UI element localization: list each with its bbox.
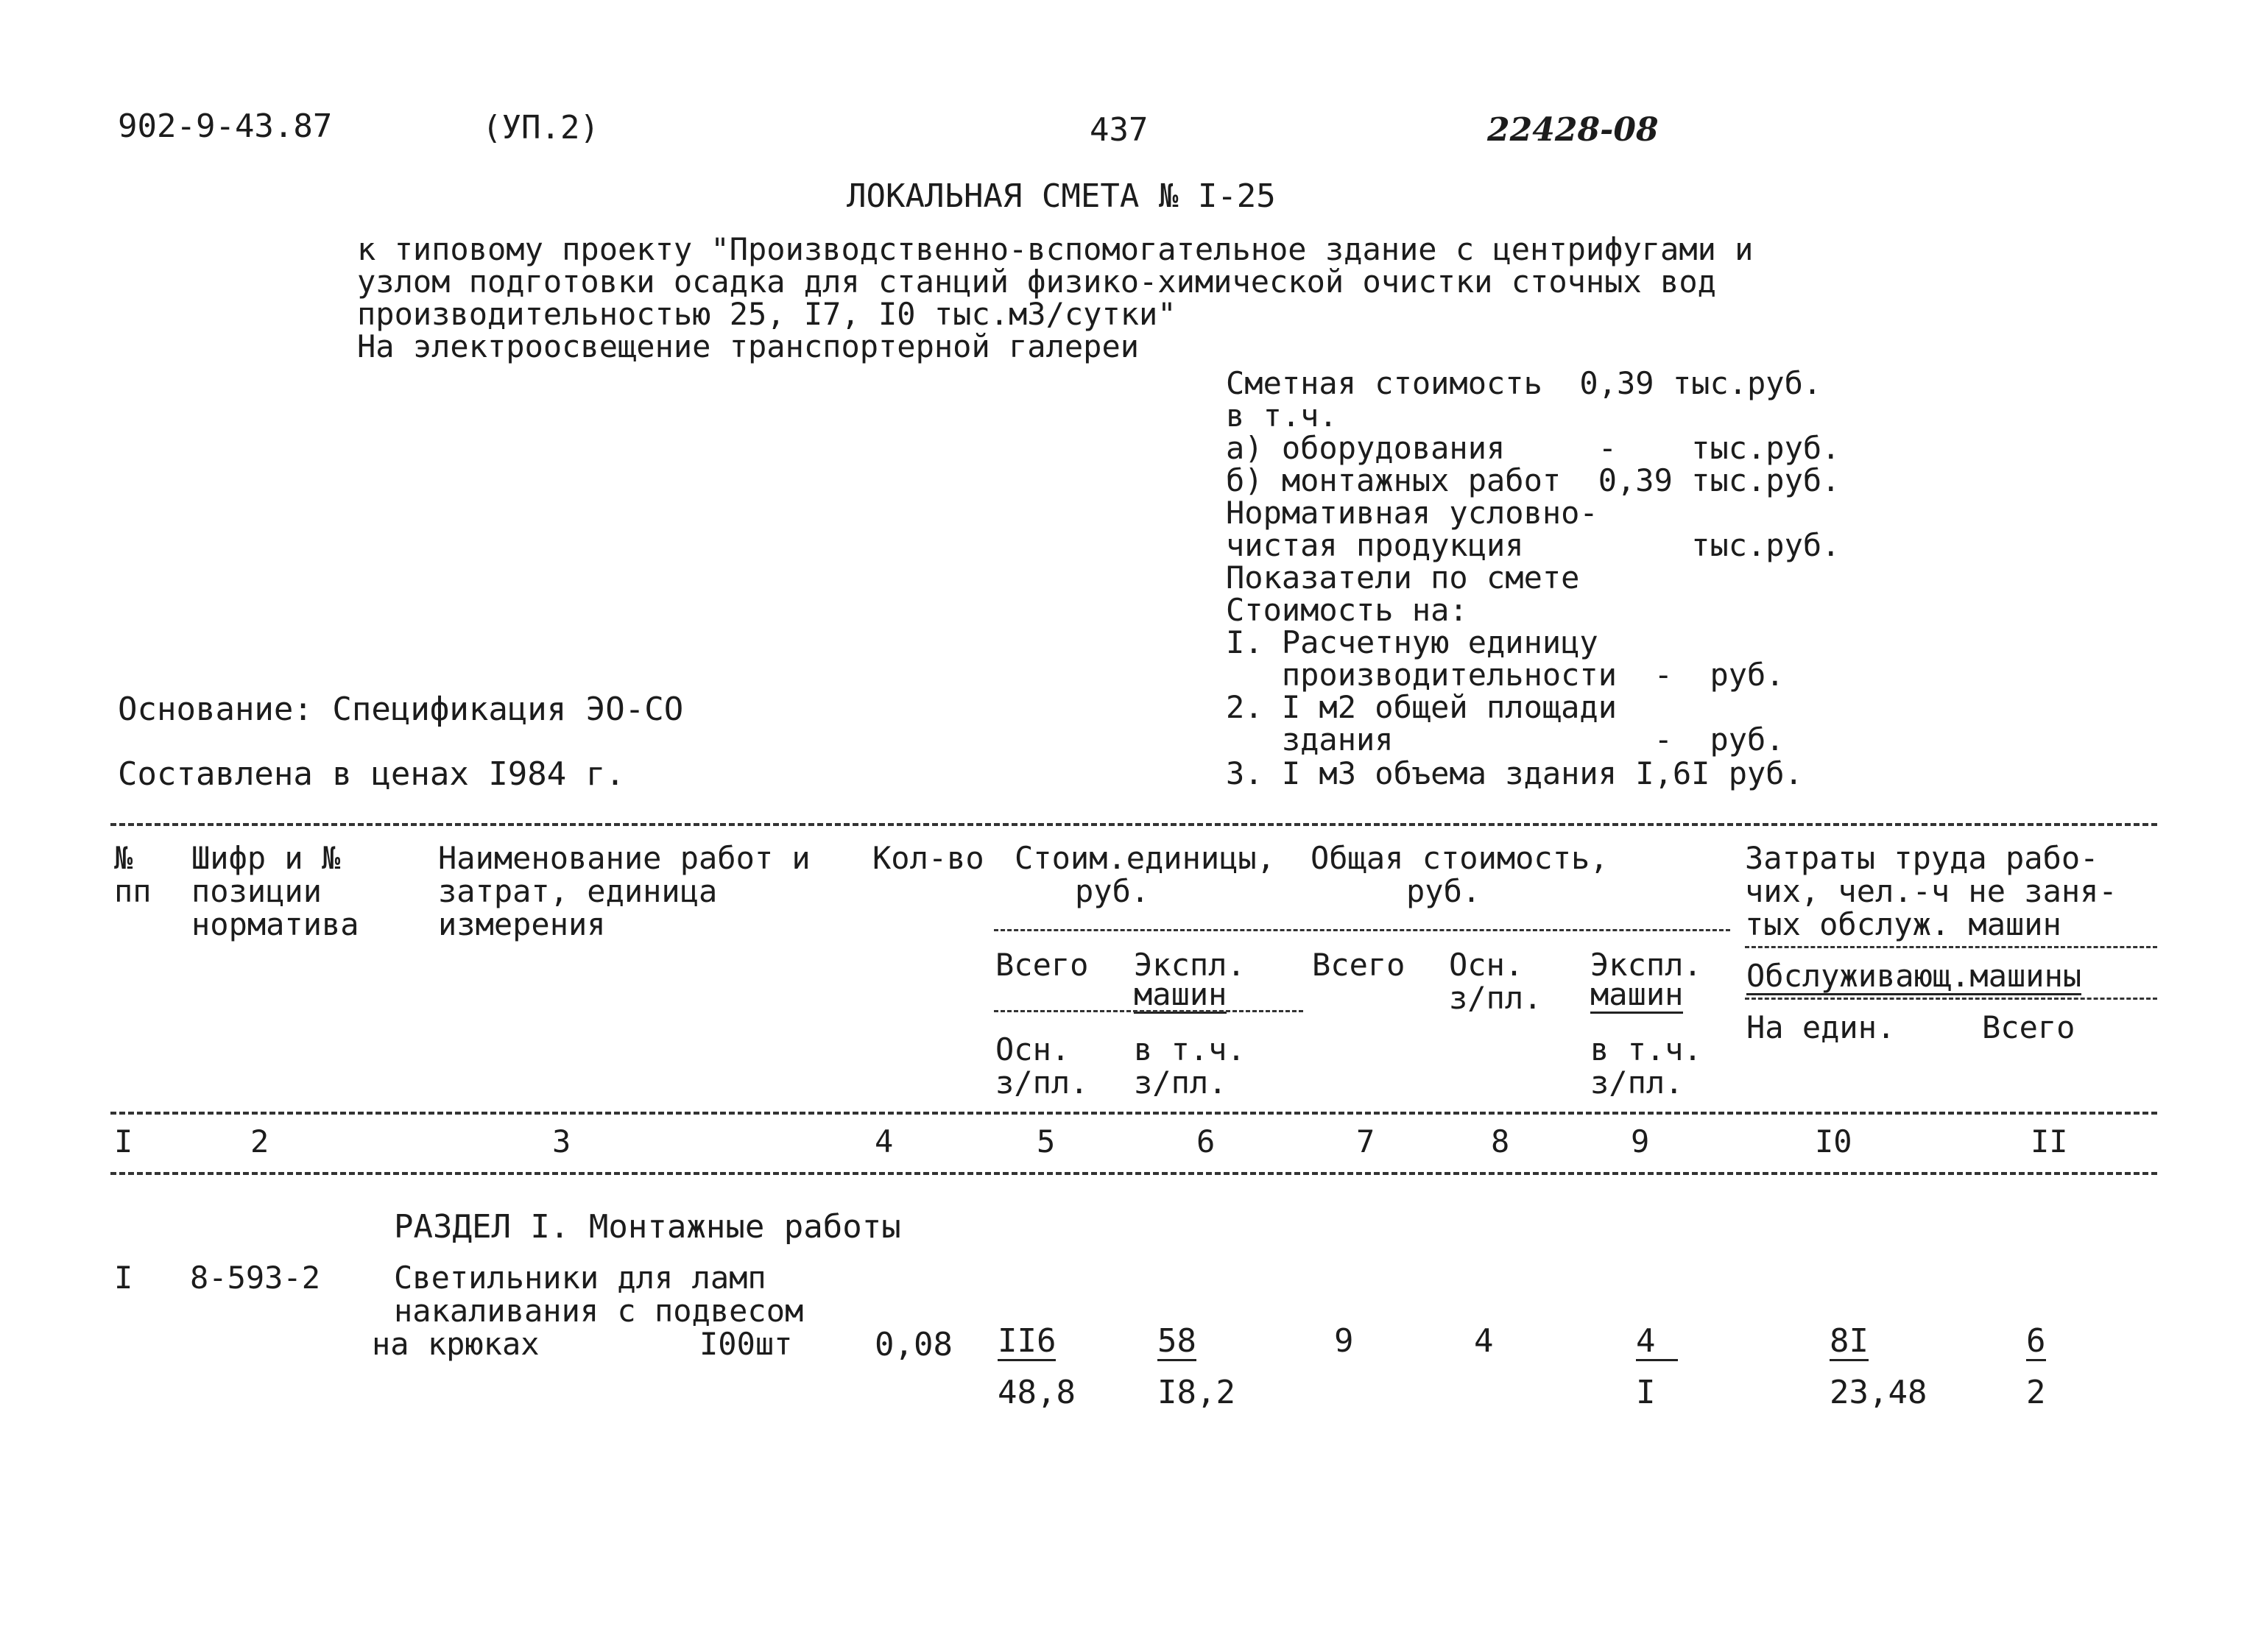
summary-line: б) монтажных работ 0,39 тыс.руб. — [1226, 462, 1841, 498]
handwritten-code: 22428-08 — [1487, 111, 1659, 149]
row-c10-bottom: 23,48 — [1830, 1374, 1927, 1411]
header-c9-bottom-line: з/пл. — [1590, 1065, 1684, 1101]
column-number: 4 — [875, 1123, 894, 1159]
row-c11-top: 6 — [2026, 1322, 2046, 1360]
header-c5-bottom-line: Осн. — [995, 1031, 1070, 1067]
table-top-rule — [110, 823, 2157, 826]
row-c9-bottom: I — [1636, 1374, 1656, 1411]
header-c5-bottom-line: з/пл. — [995, 1065, 1089, 1101]
row-c7: 9 — [1334, 1322, 1354, 1360]
header-labor-line: Затраты труда рабо- — [1745, 840, 2099, 876]
row-number: I — [114, 1260, 133, 1296]
row-c5-top: II6 — [998, 1322, 1057, 1360]
header-labor-line: чих, чел.-ч не заня- — [1745, 873, 2117, 909]
row-c6-bottom: I8,2 — [1157, 1374, 1235, 1411]
summary-line: в т.ч. — [1226, 398, 1338, 434]
header-unit-cost-unit: руб. — [1075, 873, 1150, 909]
header-sub-rule — [994, 929, 1730, 931]
summary-line: Нормативная условно- — [1226, 495, 1598, 531]
header-c11: Всего — [1982, 1009, 2075, 1045]
row-name-line: накаливания с подвесом — [394, 1293, 804, 1329]
column-number: 2 — [250, 1123, 269, 1159]
row-c10-top: 8I — [1830, 1322, 1869, 1360]
row-quantity: 0,08 — [875, 1326, 953, 1363]
header-col3-line: измерения — [438, 906, 606, 942]
column-number: 9 — [1631, 1123, 1650, 1159]
header-col2-line: позиции — [191, 873, 322, 909]
summary-line: а) оборудования - тыс.руб. — [1226, 430, 1841, 466]
row-c5-bottom: 48,8 — [998, 1374, 1076, 1411]
basis-line: Основание: Спецификация ЭО-СО — [118, 691, 684, 728]
section-title: РАЗДЕЛ I. Монтажные работы — [394, 1208, 901, 1246]
header-total-cost: Общая стоимость, — [1311, 840, 1609, 876]
header-c7: Всего — [1312, 947, 1405, 983]
header-sub-rule — [994, 1010, 1303, 1012]
summary-line: Сметная стоимость 0,39 тыс.руб. — [1226, 365, 1822, 401]
prices-line: Составлена в ценах I984 г. — [118, 755, 625, 793]
header-labor-sub: Обслуживающ.машины — [1746, 958, 2082, 994]
header-unit-cost: Стоим.единицы, — [1015, 840, 1276, 876]
row-c8: 4 — [1474, 1322, 1494, 1360]
header-col1-line: пп — [114, 873, 152, 909]
header-col2-line: Шифр и № — [191, 840, 341, 876]
project-line: производительностью 25, I7, I0 тыс.м3/сутки" — [357, 296, 1177, 332]
header-total-cost-unit: руб. — [1406, 873, 1481, 909]
header-col4: Кол-во — [872, 840, 984, 876]
header-col2-line: норматива — [191, 906, 359, 942]
row-c9-top: 4 — [1636, 1325, 1678, 1361]
header-col1-line: № — [114, 840, 133, 876]
project-line: к типовому проекту "Производственно-вспомогательное здание с центрифугами и — [357, 231, 1754, 267]
column-number: I — [114, 1123, 133, 1159]
column-numbers-rule — [110, 1172, 2157, 1175]
header-c6-top-line: Экспл. — [1134, 947, 1246, 983]
header-c8-line: Осн. — [1449, 947, 1524, 983]
document-code: 902-9-43.87 — [118, 107, 333, 145]
summary-line: Стоимость на: — [1226, 592, 1468, 628]
estimate-title: ЛОКАЛЬНАЯ СМЕТА № I-25 — [847, 177, 1276, 215]
row-name-line: на крюках — [372, 1326, 540, 1362]
summary-line: Показатели по смете — [1226, 560, 1580, 596]
header-labor-rule — [1745, 946, 2157, 948]
column-number: 8 — [1491, 1123, 1510, 1159]
column-number: II — [2031, 1123, 2068, 1159]
header-c6-bottom-line: в т.ч. — [1134, 1031, 1246, 1067]
header-col3-line: Наименование работ и — [438, 840, 811, 876]
summary-line: производительности - руб. — [1226, 657, 1785, 693]
row-name-line: Светильники для ламп — [394, 1260, 766, 1296]
column-number: 7 — [1356, 1123, 1375, 1159]
header-labor-sub-rule — [1745, 998, 2157, 1000]
header-c6-top-line: машин — [1134, 976, 1227, 1012]
project-line: На электроосвещение транспортерной галереи — [357, 328, 1140, 364]
album-number: (УП.2) — [482, 109, 599, 147]
header-c10: На един. — [1746, 1009, 1896, 1045]
header-c5-top: Всего — [995, 947, 1089, 983]
header-c8-line: з/пл. — [1449, 980, 1542, 1016]
column-number: I0 — [1815, 1123, 1852, 1159]
summary-line: 2. I м2 общей площади — [1226, 689, 1618, 725]
summary-line: чистая продукция тыс.руб. — [1226, 527, 1841, 563]
page-number: 437 — [1090, 111, 1149, 149]
row-unit: I00шт — [699, 1326, 793, 1362]
summary-line: 3. I м3 объема здания I,6I руб. — [1226, 755, 1803, 791]
row-code: 8-593-2 — [190, 1260, 321, 1296]
header-c9-bottom-line: в т.ч. — [1590, 1031, 1702, 1067]
project-line: узлом подготовки осадка для станций физико-химической очистки сточных вод — [357, 264, 1716, 300]
row-c11-bottom: 2 — [2026, 1374, 2046, 1411]
column-number: 5 — [1037, 1123, 1056, 1159]
summary-line: здания - руб. — [1226, 721, 1785, 758]
column-number: 3 — [552, 1123, 571, 1159]
summary-line: I. Расчетную единицу — [1226, 624, 1598, 660]
row-c6-top: 58 — [1157, 1322, 1196, 1360]
column-number: 6 — [1196, 1123, 1216, 1159]
header-c9-top-line: Экспл. — [1590, 947, 1702, 983]
header-bottom-rule — [110, 1112, 2157, 1115]
header-labor-line: тых обслуж. машин — [1745, 906, 2061, 942]
header-c9-top-line: машин — [1590, 976, 1684, 1012]
header-col3-line: затрат, единица — [438, 873, 718, 909]
header-c6-bottom-line: з/пл. — [1134, 1065, 1227, 1101]
